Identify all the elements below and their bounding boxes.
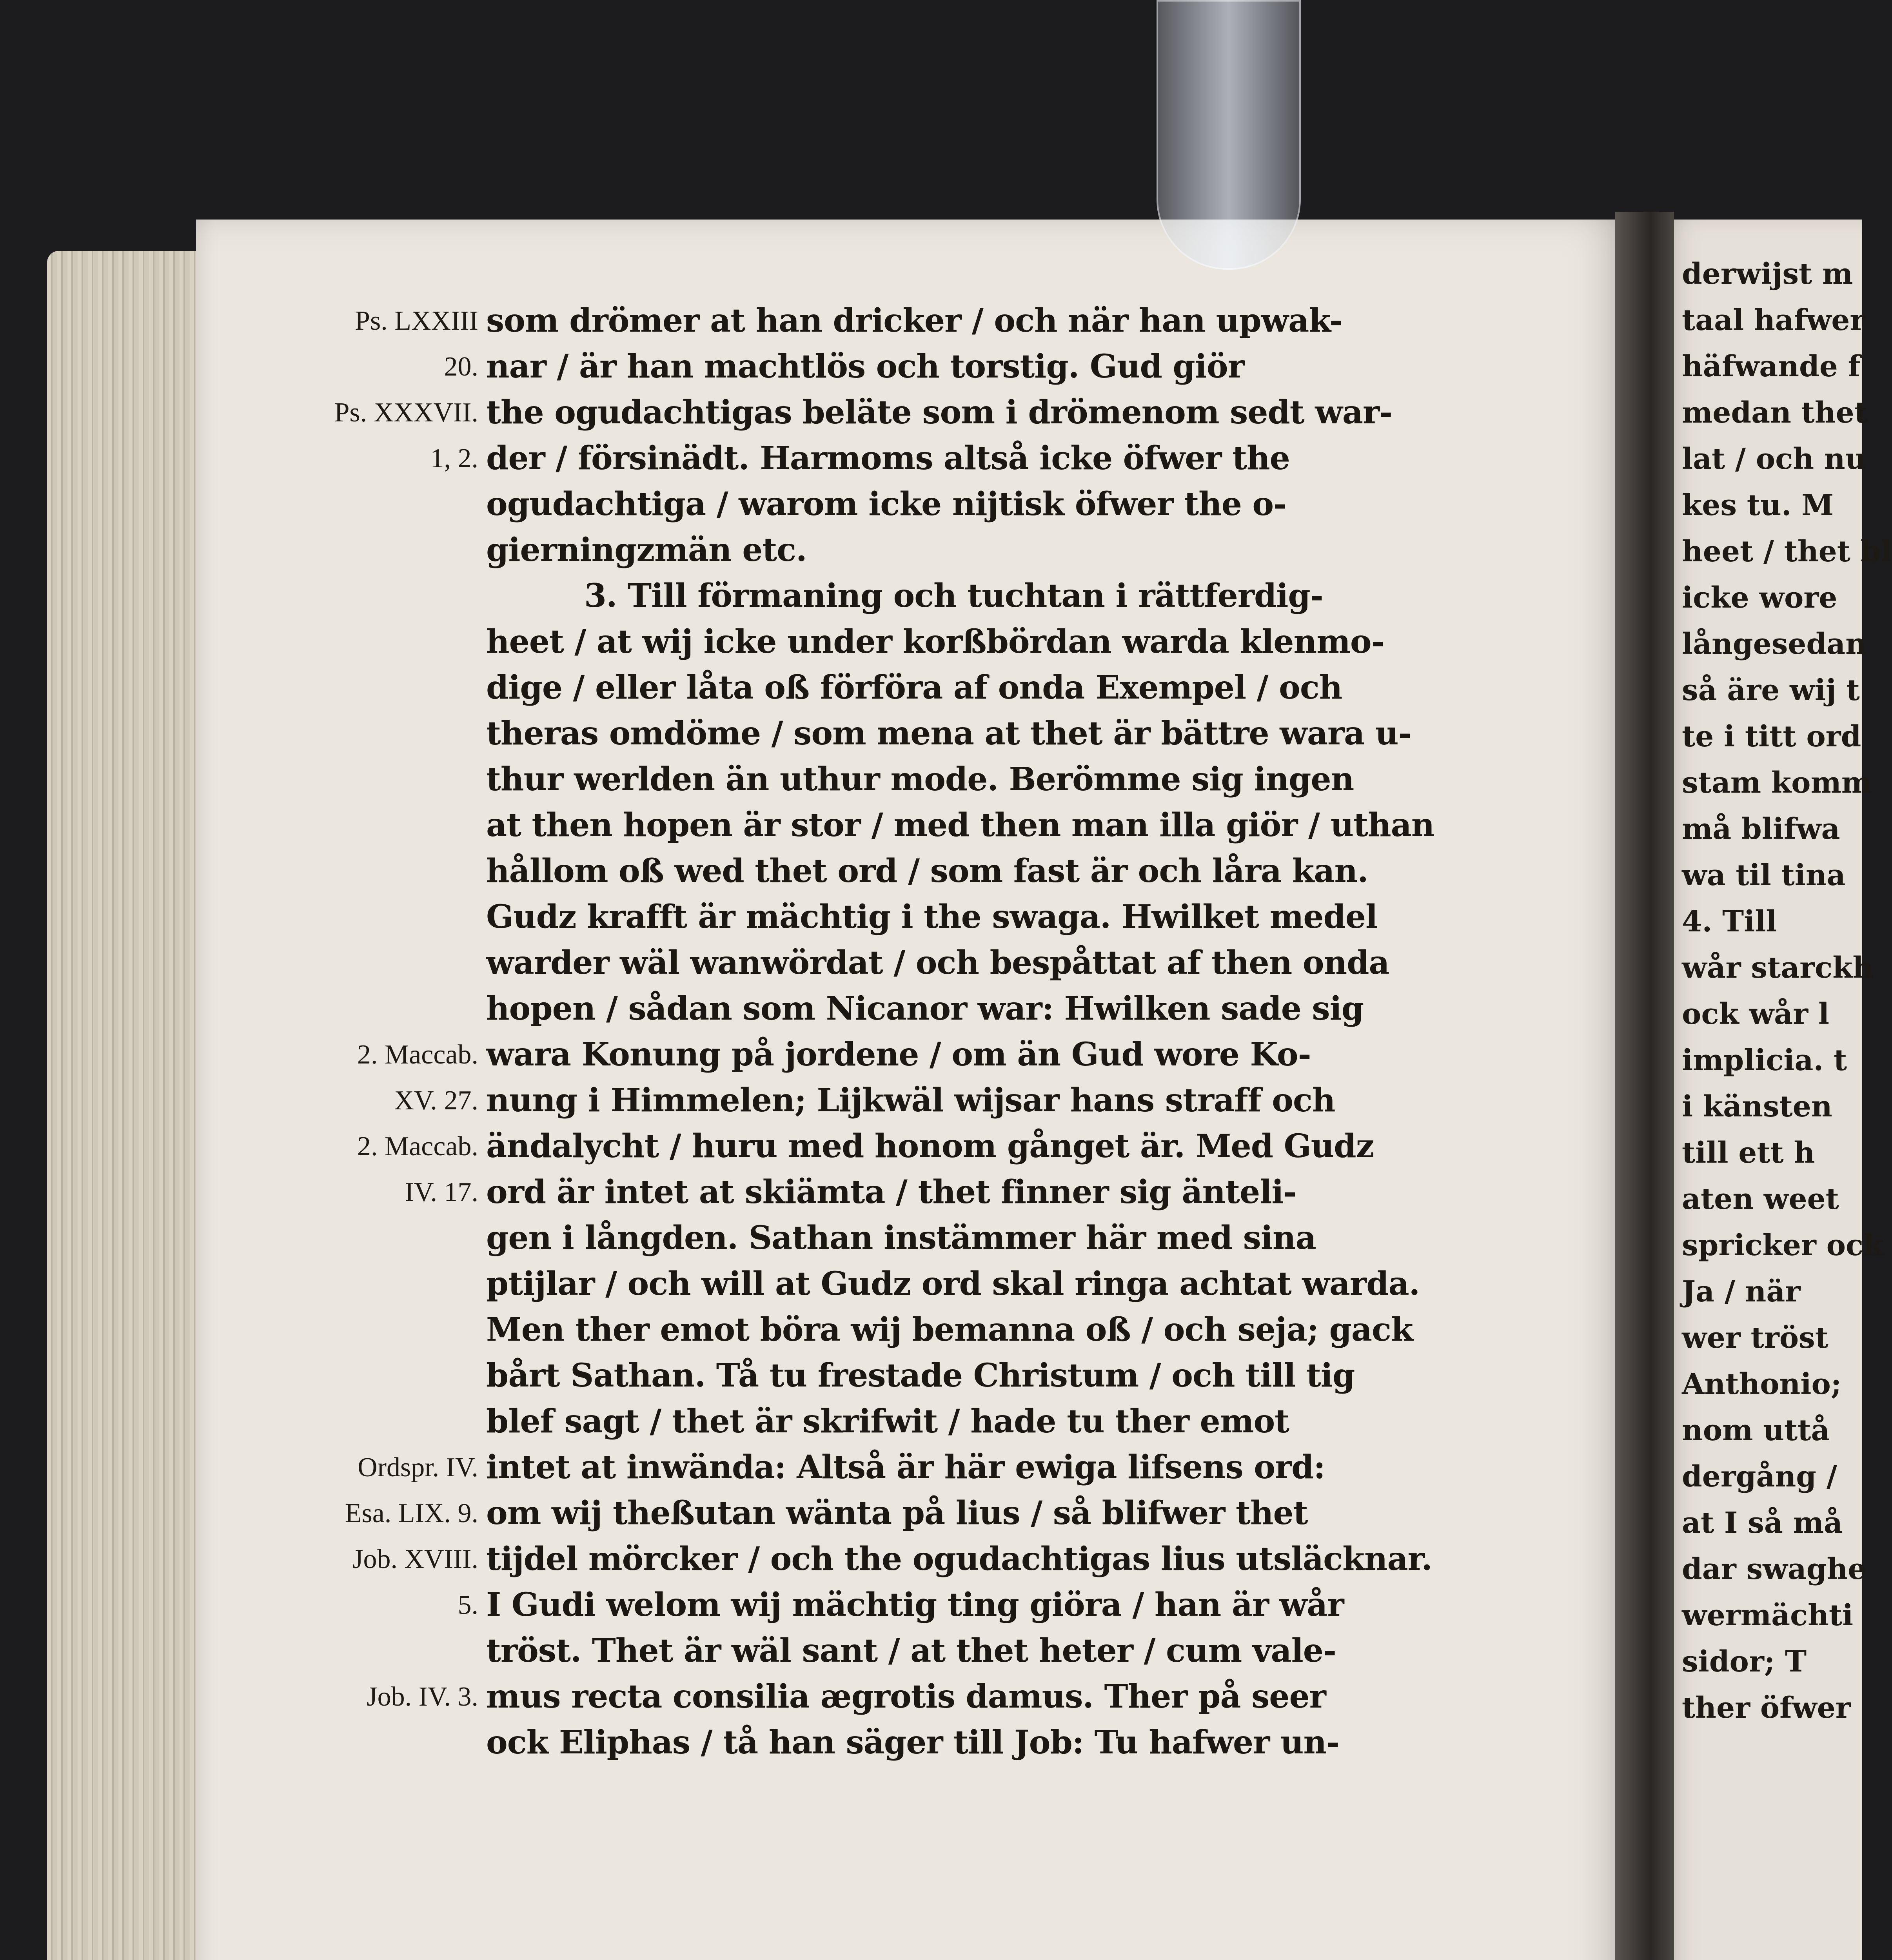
margin-note: 20. <box>444 352 478 382</box>
text-line: tijdel mörcker / och the ogudachtigas lius utsläcknar. <box>486 1540 1432 1578</box>
text-line: theras omdöme / som mena at thet är bättre wara u- <box>486 715 1411 752</box>
text-line: the ogudachtigas beläte som i drömenom sedt war- <box>486 394 1393 431</box>
right-page-line: implicia. t <box>1682 1044 1847 1077</box>
text-line: der / försinädt. Harmoms altså icke öfwer the <box>486 439 1290 477</box>
text-line: heet / at wij icke under korßbördan warda klenmo- <box>486 623 1384 661</box>
text-line: Men ther emot böra wij bemanna oß / och seja; gack <box>486 1311 1413 1348</box>
margin-note: Job. IV. 3. <box>367 1682 478 1712</box>
right-page-line: medan thet <box>1682 396 1868 430</box>
text-line: nung i Himmelen; Lijkwäl wijsar hans straff och <box>486 1082 1335 1119</box>
right-page-line: wermächti <box>1682 1599 1854 1632</box>
right-page-line: sidor; T <box>1682 1645 1807 1679</box>
text-line: om wij theßutan wänta på lius / så blifwer thet <box>486 1494 1308 1532</box>
right-page-line: ock wår l <box>1682 997 1829 1031</box>
text-line: hopen / sådan som Nicanor war: Hwilken sade sig <box>486 990 1364 1027</box>
margin-note: Job. XVIII. <box>352 1544 478 1574</box>
text-line: nar / är han machtlös och torstig. Gud giör <box>486 348 1244 385</box>
text-line: 3. Till förmaning och tuchtan i rättferdig- <box>584 577 1323 615</box>
right-page-line: häfwande f <box>1682 350 1861 383</box>
right-page-line: derwijst m <box>1682 257 1853 291</box>
margin-note: 2. Maccab. <box>357 1131 478 1161</box>
text-line: dige / eller låta oß förföra af onda Exempel / och <box>486 669 1342 706</box>
plastic-clip-top <box>1157 0 1301 270</box>
text-line: ock Eliphas / tå han säger till Job: Tu hafwer un- <box>486 1724 1340 1761</box>
right-page-line: dergång / <box>1682 1460 1837 1494</box>
text-line: bårt Sathan. Tå tu frestade Christum / och till tig <box>486 1357 1355 1394</box>
text-line: ogudachtiga / warom icke nijtisk öfwer the o- <box>486 485 1287 523</box>
right-page-line: aten weet <box>1682 1182 1839 1216</box>
right-page-line: Anthonio; <box>1682 1367 1842 1401</box>
right-page-line: dar swaghe <box>1682 1552 1867 1586</box>
right-page-line: wa til tina <box>1682 858 1846 892</box>
text-line: warder wäl wanwördat / och bespåttat af then onda <box>486 944 1389 982</box>
text-line: wara Konung på jordene / om än Gud wore Ko- <box>486 1036 1311 1073</box>
text-line: tröst. Thet är wäl sant / at thet heter / cum vale- <box>486 1632 1336 1670</box>
text-line: gierningzmän etc. <box>486 531 807 569</box>
text-line: ptijlar / och will at Gudz ord skal ringa achtat warda. <box>486 1265 1420 1303</box>
right-page-line: må blifwa <box>1682 812 1840 846</box>
right-page-line: nom uttå <box>1682 1414 1830 1447</box>
book-gutter <box>1615 212 1674 1960</box>
text-line: som drömer at han dricker / och när han upwak- <box>486 302 1342 339</box>
right-page-line: heet / thet bl <box>1682 535 1892 568</box>
right-page-line: wår starckh <box>1682 951 1874 985</box>
right-page-line: långesedan <box>1682 627 1867 661</box>
right-page-line: wer tröst <box>1682 1321 1828 1355</box>
right-page-line: kes tu. M <box>1682 488 1834 522</box>
margin-note: Ordspr. IV. <box>358 1452 478 1483</box>
right-page-line: Ja / när <box>1682 1275 1801 1308</box>
margin-note: Ps. XXXVII. <box>334 397 478 428</box>
text-line: gen i långden. Sathan instämmer här med sina <box>486 1219 1316 1257</box>
margin-note: 5. <box>458 1590 478 1620</box>
right-page-line: i känsten <box>1682 1090 1832 1123</box>
text-line: ord är intet at skiämta / thet finner sig änteli- <box>486 1173 1296 1211</box>
right-page-line: stam komm <box>1682 766 1872 800</box>
text-line: Gudz krafft är mächtig i the swaga. Hwilket medel <box>486 898 1378 936</box>
margin-note: 1, 2. <box>430 443 478 474</box>
text-line: hållom oß wed thet ord / som fast är och låra kan. <box>486 852 1368 890</box>
right-page-line: spricker ock <box>1682 1229 1884 1262</box>
margin-note: XV. 27. <box>394 1085 478 1116</box>
book-page-edges <box>47 251 212 1960</box>
margin-note: Ps. LXXIII <box>355 306 478 336</box>
main-text-block <box>486 298 1592 1766</box>
text-line: blef sagt / thet är skrifwit / hade tu ther emot <box>486 1403 1289 1440</box>
right-page-line: taal hafwer <box>1682 303 1865 337</box>
right-page-line: lat / och nu <box>1682 442 1867 476</box>
margin-note: Esa. LIX. 9. <box>345 1498 478 1528</box>
margin-note: 2. Maccab. <box>357 1040 478 1070</box>
right-page-line: 4. Till <box>1682 905 1777 938</box>
right-page-line: at I så må <box>1682 1506 1843 1540</box>
text-line: intet at inwända: Altså är här ewiga lifsens ord: <box>486 1448 1325 1486</box>
right-page-line: så äre wij t <box>1682 673 1860 707</box>
text-line: thur werlden än uthur mode. Berömme sig ingen <box>486 760 1354 798</box>
text-line: at then hopen är stor / med then man illa giör / uthan <box>486 806 1434 844</box>
right-page-line: till ett h <box>1682 1136 1815 1170</box>
text-line: I Gudi welom wij mächtig ting giöra / han är wår <box>486 1586 1344 1624</box>
right-page-text <box>1682 251 1892 1731</box>
margin-note: IV. 17. <box>405 1177 478 1207</box>
right-page-line: ther öfwer <box>1682 1691 1851 1725</box>
text-line: mus recta consilia ægrotis damus. Ther på seer <box>486 1678 1326 1715</box>
right-page-line: te i titt ord <box>1682 720 1861 753</box>
right-page-line: icke wore <box>1682 581 1838 615</box>
text-line: ändalycht / huru med honom gånget är. Med Gudz <box>486 1127 1374 1165</box>
